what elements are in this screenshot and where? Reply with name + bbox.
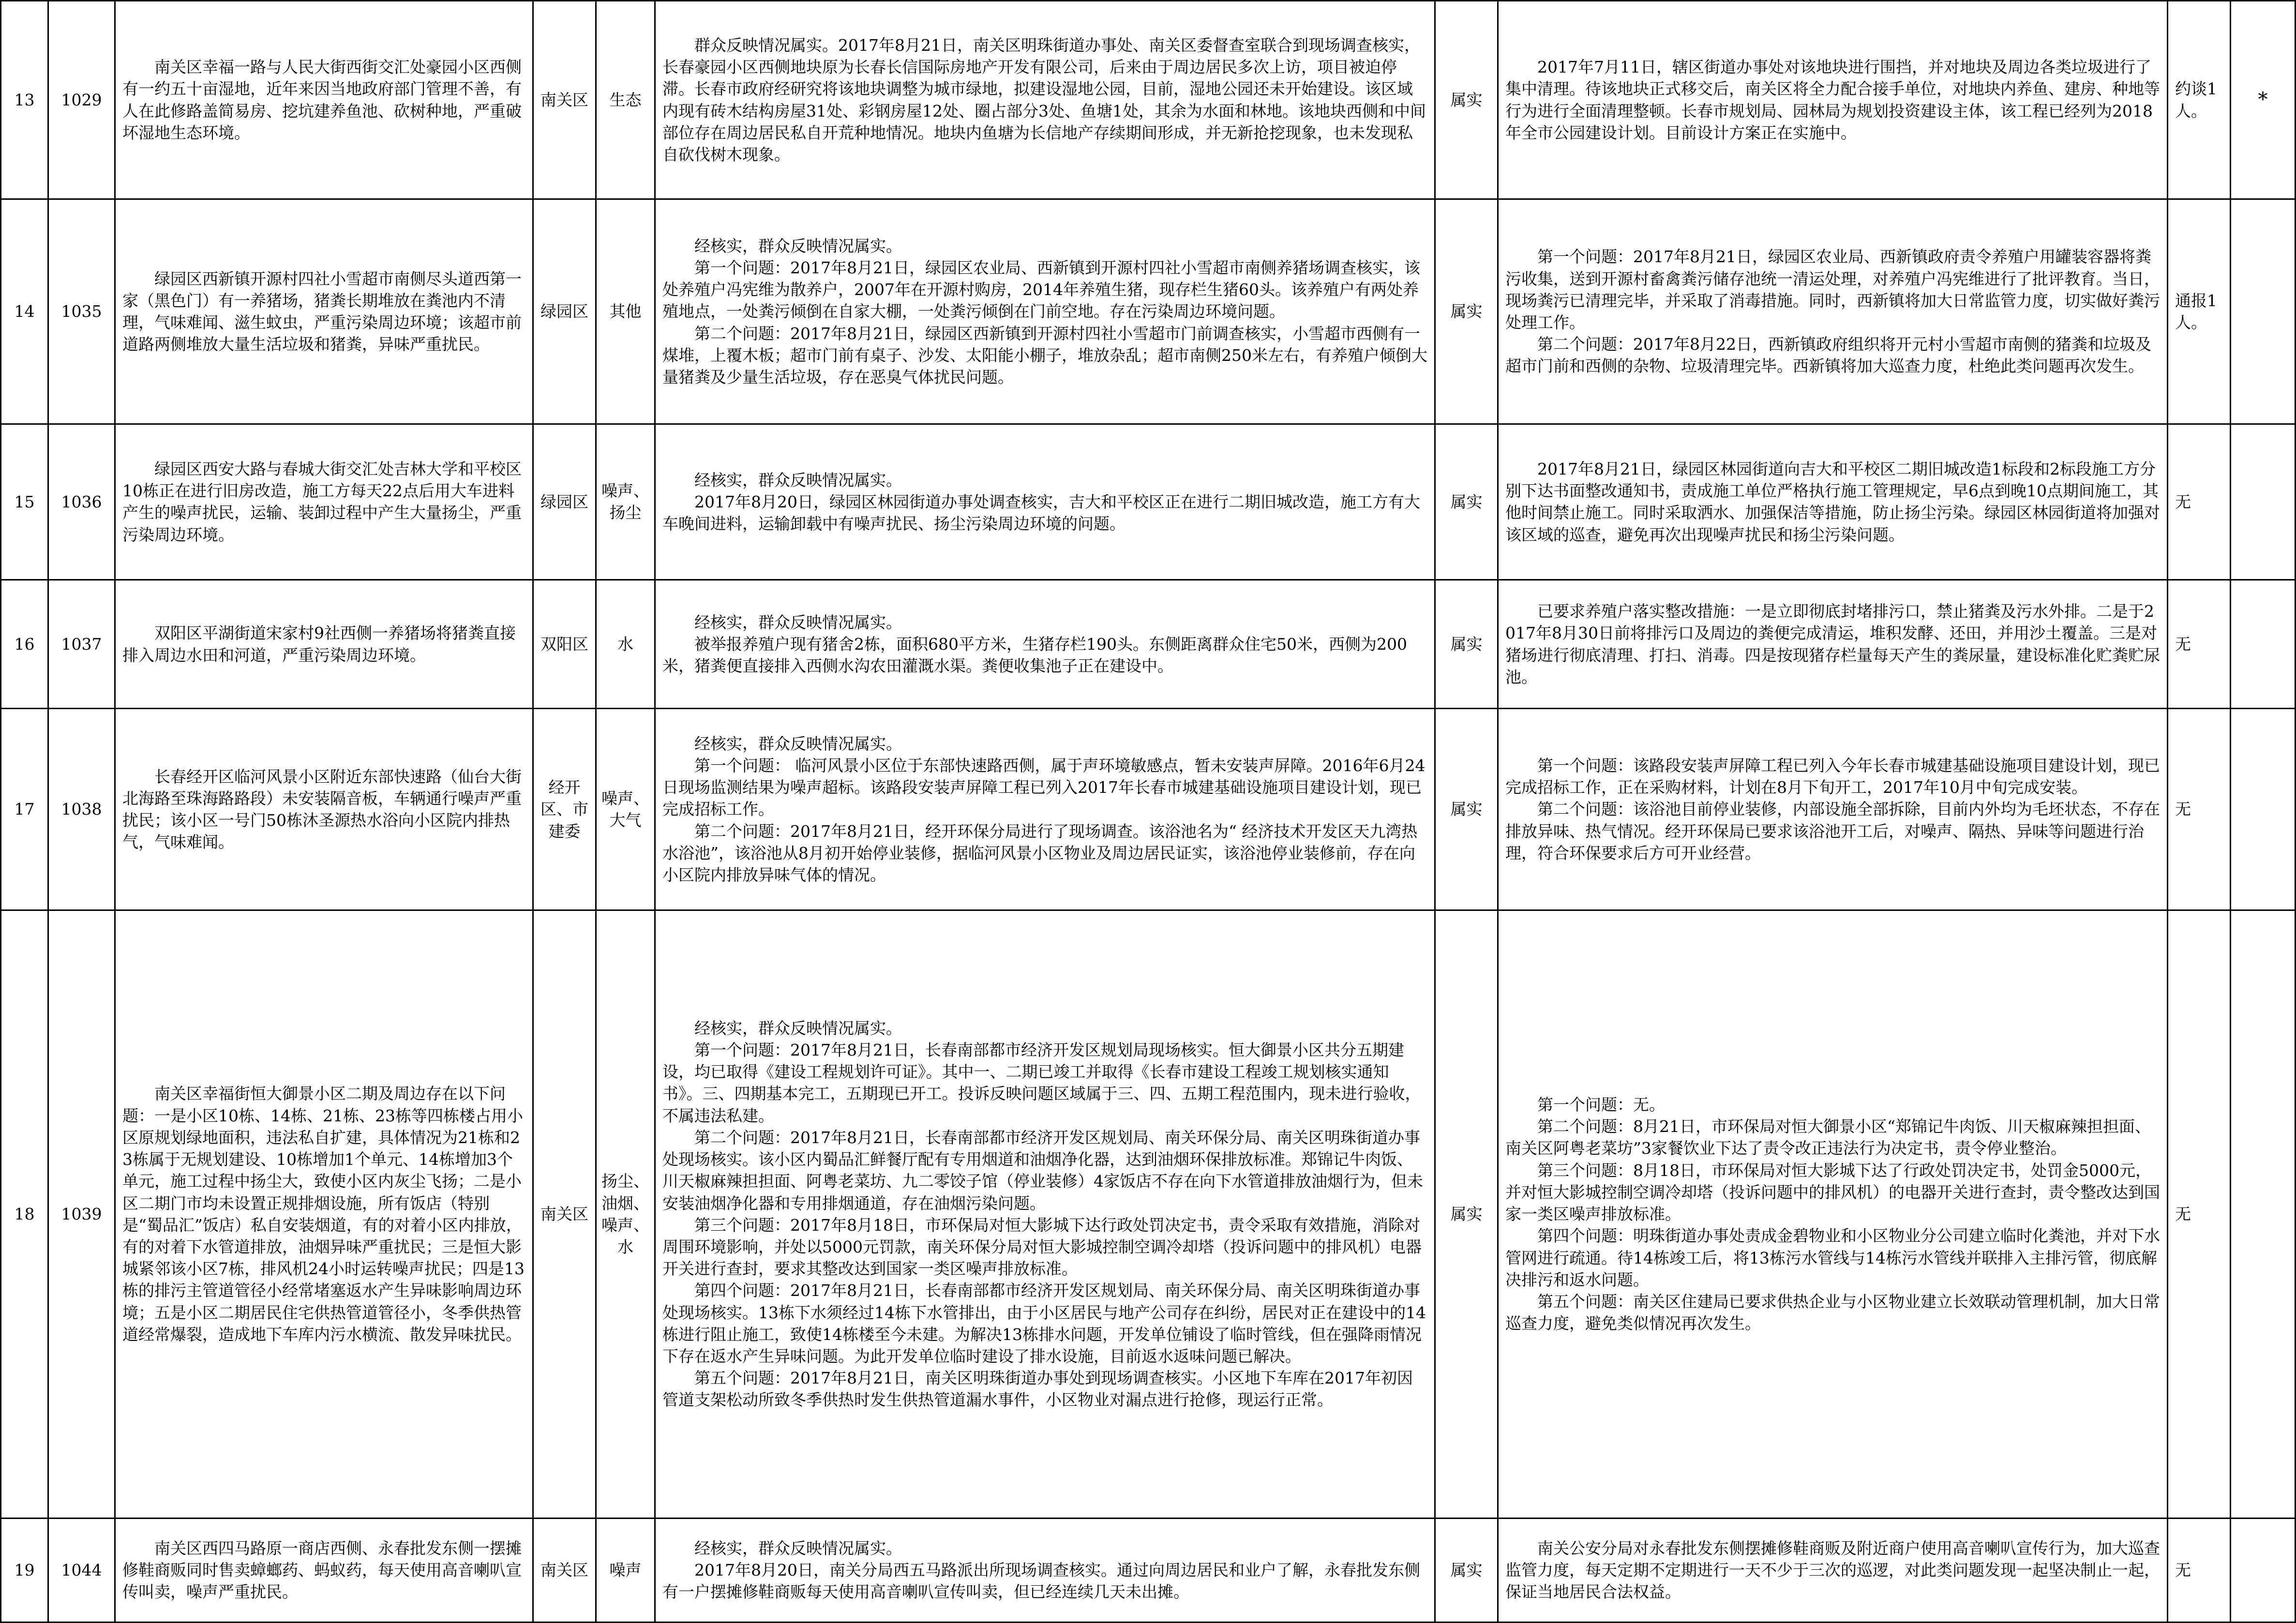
cell-rectification bbox=[1498, 910, 2168, 1518]
paragraph: 第三个问题：8月18日，市环保局对恒大影城下达了行政处罚决定书，处罚金5000元，并对恒大影城控制空调冷却塔（投诉问题中的排风机）的电器开关进行查封，责令整改达到国家一类区噪声排放标准。 bbox=[1505, 1161, 2160, 1224]
cell-mark: * bbox=[2231, 1, 2296, 199]
cell-mark bbox=[2231, 580, 2296, 709]
table-row bbox=[1, 424, 2296, 580]
paragraph: 2017年8月20日，南关分局西五马路派出所现场调查核实。通过向周边居民和业户了解，永春批发东侧有一户摆摊修鞋商贩每天使用高音喇叭宣传叫卖，但已经连续几天未出摊。 bbox=[662, 1561, 1420, 1602]
cell-accountability: 无 bbox=[2168, 709, 2231, 910]
paragraph: 2017年8月21日，绿园区林园街道向吉大和平校区二期旧城改造1标段和2标段施工方分别下达书面整改通知书，责成施工单位严格执行施工管理规定，早6点到晚10点期间施工，其他时间禁止施工。同时采取洒水、加强保洁等措施，防止扬尘污染。绿园区林园街道将加强对该区域的巡查，避免再次出现噪声扰民和扬尘污染问题。 bbox=[1505, 460, 2160, 544]
paragraph: 第一个问题：2017年8月21日，长春南部都市经济开发区规划局现场核实。恒大御景小区共分五期建设，均已取得《建设工程规划许可证》。其中一、二期已竣工并取得《长春市建设工程竣工规划核实通知书》。三、四期基本完工，五期现已开工。投诉反映问题区域属于三、四、五期工程范围内，现未进行验收，不属违法私建。 bbox=[662, 1041, 1421, 1125]
cell-case-no: 1035 bbox=[48, 199, 115, 424]
cell-category: 其他 bbox=[596, 199, 655, 424]
cell-category: 水 bbox=[596, 580, 655, 709]
cell-category: 噪声 bbox=[596, 1518, 655, 1622]
cell-investigation bbox=[655, 199, 1435, 424]
cell-district: 双阳区 bbox=[533, 580, 596, 709]
cell-rectification bbox=[1498, 709, 2168, 910]
paragraph: 绿园区西新镇开源村四社小雪超市南侧尽头道西第一家（黑色门）有一养猪场，猪粪长期堆放在粪池内不清理，气味难闻、滋生蚊虫，严重污染周边环境；该超市前道路两侧堆放大量生活垃圾和猪粪，异味严重扰民。 bbox=[122, 269, 522, 354]
table-row bbox=[1, 199, 2296, 424]
cell-rectification bbox=[1498, 580, 2168, 709]
cell-complaint bbox=[115, 1, 533, 199]
cell-district: 经开区、市建委 bbox=[533, 709, 596, 910]
cell-mark bbox=[2231, 199, 2296, 424]
cell-category: 噪声、大气 bbox=[596, 709, 655, 910]
cell-verdict: 属实 bbox=[1435, 910, 1498, 1518]
table-row bbox=[1, 1518, 2296, 1622]
cell-case-no: 1037 bbox=[48, 580, 115, 709]
paragraph: 第五个问题：南关区住建局已要求供热企业与小区物业建立长效联动管理机制，加大日常巡查力度，避免类似情况再次发生。 bbox=[1505, 1292, 2160, 1333]
paragraph: 经核实，群众反映情况属实。 bbox=[694, 236, 902, 255]
cell-investigation bbox=[655, 910, 1435, 1518]
paragraph: 群众反映情况属实。2017年8月21日，南关区明珠街道办事处、南关区委督查室联合到现场调查核实，长春豪园小区西侧地块原为长春长信国际房地产开发有限公司，后来由于周边居民多次上访，项目被迫停滞。长春市政府经研究将该地块调整为城市绿地，拟建设湿地公园，目前，湿地公园还未开始建设。该区域内现有砖木结构房屋31处、彩钢房屋12处、圈占部分3处、鱼塘1处，其余为水面和林地。该地块西侧和中间部位存在周边居民私自开荒种地情况。地块内鱼塘为长信地产存续期间形成，并无新抢挖现象，也未发现私自砍伐树木现象。 bbox=[662, 36, 1426, 164]
paragraph: 第四个问题：2017年8月21日，长春南部都市经济开发区规划局、南关环保分局、南关区明珠街道办事处现场核实。13栋下水须经过14栋下水管排出，由于小区居民与地产公司存在纠纷，居民对正在建设中的14栋进行阻止施工，致使14栋楼至今未建。为解决13栋排水问题，开发单位铺设了临时管线，但在强降雨情况下存在返水产生异味问题。为此开发单位临时建设了排水设施，目前返水返味问题已解决。 bbox=[662, 1281, 1426, 1366]
paragraph: 第二个问题：该浴池目前停业装修，内部设施全部拆除，目前内外均为毛坯状态，不存在排放异味、热气情况。经开环保局已要求该浴池开工后，对噪声、隔热、异味等问题进行治理，符合环保要求后方可开业经营。 bbox=[1505, 800, 2160, 863]
table-row bbox=[1, 910, 2296, 1518]
paragraph: 第一个问题：无。 bbox=[1537, 1095, 1665, 1115]
paragraph: 第二个问题：8月21日，市环保局对恒大御景小区“郑锦记牛肉饭、川天椒麻辣担担面、南关区阿粤老菜坊”3家餐饮业下达了责令改正违法行为决定书，责令停业整治。 bbox=[1505, 1117, 2151, 1158]
cell-case-no: 1038 bbox=[48, 709, 115, 910]
cell-investigation bbox=[655, 1, 1435, 199]
paragraph: 已要求养殖户落实整改措施：一是立即彻底封堵排污口，禁止猪粪及污水外排。二是于2017年8月30日前将排污口及周边的粪便完成清运，堆积发酵、还田，并用沙土覆盖。三是对猪场进行彻底清理、打扫、消毒。四是按现猪存栏量每天产生的粪尿量，建设标准化贮粪贮尿池。 bbox=[1505, 602, 2160, 686]
paragraph: 第三个问题：2017年8月18日，市环保局对恒大影城下达行政处罚决定书，责令采取有效措施，消除对周围环境影响，并处以5000元罚款，南关环保分局对恒大影城控制空调冷却塔（投诉问题中的排风机）电器开关进行查封，要求其整改达到国家一类区噪声排放标准。 bbox=[662, 1215, 1422, 1279]
cell-seq: 18 bbox=[1, 910, 48, 1518]
paragraph: 被举报养殖户现有猪舍2栋，面积680平方米，生猪存栏190头。东侧距离群众住宅50米，西侧为200米，猪粪便直接排入西侧水沟农田灌溉水渠。粪便收集池子正在建设中。 bbox=[662, 635, 1407, 676]
cell-seq: 13 bbox=[1, 1, 48, 199]
cell-verdict: 属实 bbox=[1435, 199, 1498, 424]
cell-district: 南关区 bbox=[533, 1, 596, 199]
cell-mark bbox=[2231, 709, 2296, 910]
paragraph: 经核实，群众反映情况属实。 bbox=[694, 470, 902, 490]
cell-category: 扬尘、油烟、噪声、水 bbox=[596, 910, 655, 1518]
cell-investigation bbox=[655, 424, 1435, 580]
cell-case-no: 1039 bbox=[48, 910, 115, 1518]
cell-complaint bbox=[115, 580, 533, 709]
cell-case-no: 1029 bbox=[48, 1, 115, 199]
paragraph: 第一个问题：该路段安装声屏障工程已列入今年长春市城建基础设施项目建设计划，现已完成招标工作，正在采购材料，计划在8月下旬开工，2017年10月中旬完成安装。 bbox=[1505, 756, 2160, 797]
paragraph: 经核实，群众反映情况属实。 bbox=[694, 1018, 902, 1038]
cell-category: 噪声、扬尘 bbox=[596, 424, 655, 580]
cell-mark bbox=[2231, 910, 2296, 1518]
cell-case-no: 1044 bbox=[48, 1518, 115, 1622]
cell-investigation bbox=[655, 580, 1435, 709]
cell-investigation bbox=[655, 709, 1435, 910]
cell-seq: 15 bbox=[1, 424, 48, 580]
paragraph: 第一个问题：2017年8月21日，绿园区农业局、西新镇到开源村四社小雪超市南侧养猪场调查核实，该处养殖户冯宪维为散养户，2007年在开源村购房，2014年养殖生猪，现存栏生猪60头。该养殖户有两处养殖地点，一处粪污倾倒在自家大棚，一处粪污倾倒在门前空地。存在污染周边环境问题。 bbox=[662, 258, 1420, 321]
cell-mark bbox=[2231, 1518, 2296, 1622]
paragraph: 南关公安分局对永春批发东侧摆摊修鞋商贩及附近商户使用高音喇叭宣传行为，加大巡查监管力度，每天定期不定期进行一天不少于三次的巡逻，对此类问题发现一起坚决制止一起，保证当地居民合法权益。 bbox=[1505, 1539, 2160, 1602]
cell-accountability: 通报1人。 bbox=[2168, 199, 2231, 424]
paragraph: 双阳区平湖街道宋家村9社西侧一养猪场将猪粪直接排入周边水田和河道，严重污染周边环境。 bbox=[122, 624, 516, 665]
paragraph: 经核实，群众反映情况属实。 bbox=[694, 1539, 902, 1558]
cell-district: 南关区 bbox=[533, 1518, 596, 1622]
cell-rectification bbox=[1498, 1518, 2168, 1622]
paragraph: 绿园区西安大路与春城大街交汇处吉林大学和平校区10栋正在进行旧房改造，施工方每天22点后用大车进料产生的噪声扰民，运输、装卸过程中产生大量扬尘，严重污染周边环境。 bbox=[122, 460, 522, 544]
paragraph: 2017年8月20日，绿园区林园街道办事处调查核实，吉大和平校区正在进行二期旧城改造，施工方有大车晚间进料，运输卸载中有噪声扰民、扬尘污染周边环境的问题。 bbox=[662, 492, 1420, 533]
cell-seq: 19 bbox=[1, 1518, 48, 1622]
cell-district: 绿园区 bbox=[533, 199, 596, 424]
cell-complaint bbox=[115, 709, 533, 910]
cell-seq: 17 bbox=[1, 709, 48, 910]
cell-accountability: 无 bbox=[2168, 910, 2231, 1518]
cell-verdict: 属实 bbox=[1435, 709, 1498, 910]
cell-verdict: 属实 bbox=[1435, 580, 1498, 709]
cell-accountability: 无 bbox=[2168, 424, 2231, 580]
table-row bbox=[1, 580, 2296, 709]
cell-seq: 16 bbox=[1, 580, 48, 709]
paragraph: 南关区幸福街恒大御景小区二期及周边存在以下问题：一是小区10栋、14栋、21栋、23栋等四栋楼占用小区原规划绿地面积，违法私自扩建，具体情况为21栋和23栋属于无规划建设、10栋增加1个单元、14栋增加3个单元，施工过程中扬尘大，致使小区内灰尘飞扬；二是小区二期门市均未设置正规排烟设施，所有饭店（特别是“蜀品汇”饭店）私自安装烟道，有的对着小区内排放，有的对着下水管道排放，油烟异味严重扰民；三是恒大影城紧邻该小区7栋，排风机24小时运转噪声扰民；四是13栋的排污主管道管径小经常堵塞返水产生异味影响周边环境；五是小区二期居民住宅供热管道管径小，冬季供热管道经常爆裂，造成地下车库内污水横流、散发异味扰民。 bbox=[122, 1084, 525, 1344]
cell-mark bbox=[2231, 424, 2296, 580]
paragraph: 2017年7月11日，辖区街道办事处对该地块进行围挡，并对地块及周边各类垃圾进行了集中清理。待该地块正式移交后，南关区将全力配合接手单位，对地块内养鱼、建房、种地等行为进行全面清理整顿。长春市规划局、园林局为规划投资建设主体，该工程已经列为2018年全市公园建设计划。目前设计方案正在实施中。 bbox=[1505, 58, 2160, 142]
cell-verdict: 属实 bbox=[1435, 1, 1498, 199]
paragraph: 经核实，群众反映情况属实。 bbox=[694, 734, 902, 753]
cell-rectification bbox=[1498, 1, 2168, 199]
cell-district: 南关区 bbox=[533, 910, 596, 1518]
paragraph: 第二个问题：2017年8月21日，绿园区西新镇到开源村四社小雪超市门前调查核实，小雪超市西侧有一煤堆，上覆木板；超市门前有桌子、沙发、太阳能小棚子，堆放杂乱；超市南侧250米左右，有养殖户倾倒大量猪粪及少量生活垃圾，存在恶臭气体扰民问题。 bbox=[662, 324, 1427, 387]
cell-accountability: 无 bbox=[2168, 580, 2231, 709]
cell-district: 绿园区 bbox=[533, 424, 596, 580]
paragraph: 第一个问题： 临河风景小区位于东部快速路西侧，属于声环境敏感点，暂未安装声屏障。2016年6月24日现场监测结果为噪声超标。该路段安装声屏障工程已列入2017年长春市城建基础设施项目建设计划，现已完成招标工作。 bbox=[662, 756, 1426, 819]
paragraph: 第一个问题：2017年8月21日，绿园区农业局、西新镇政府责令养殖户用罐装容器将粪污收集，送到开源村畜禽粪污储存池统一清运处理，对养殖户冯宪维进行了批评教育。当日，现场粪污已清理完毕，并采取了消毒措施。同时，西新镇将加大日常监管力度，切实做好粪污处理工作。 bbox=[1505, 247, 2160, 332]
cell-verdict: 属实 bbox=[1435, 424, 1498, 580]
table-row bbox=[1, 709, 2296, 910]
cell-verdict: 属实 bbox=[1435, 1518, 1498, 1622]
paragraph: 南关区西四马路原一商店西侧、永春批发东侧一摆摊修鞋商贩同时售卖蟑螂药、蚂蚁药，每天使用高音喇叭宣传叫卖，噪声严重扰民。 bbox=[122, 1539, 522, 1602]
cell-accountability: 无 bbox=[2168, 1518, 2231, 1622]
cell-accountability: 约谈1人。 bbox=[2168, 1, 2231, 199]
table-row bbox=[1, 1, 2296, 199]
cell-rectification bbox=[1498, 199, 2168, 424]
paragraph: 长春经开区临河风景小区附近东部快速路（仙台大街北海路至珠海路路段）未安装隔音板，车辆通行噪声严重扰民；该小区一号门50栋沐圣源热水浴向小区院内排热气，气味难闻。 bbox=[122, 767, 522, 852]
cell-investigation bbox=[655, 1518, 1435, 1622]
cell-rectification bbox=[1498, 424, 2168, 580]
paragraph: 第二个问题：2017年8月21日，长春南部都市经济开发区规划局、南关环保分局、南关区明珠街道办事处现场核实。该小区内蜀品汇鲜餐厅配有专用烟道和油烟净化器，达到油烟环保排放标准。郑锦记牛肉饭、川天椒麻辣担担面、阿粤老菜坊、九二零饺子馆（停业装修）4家饭店不存在向下水管道排放油烟行为，但未安装油烟净化器和专用排烟通道，存在油烟污染问题。 bbox=[662, 1128, 1423, 1213]
cell-complaint bbox=[115, 199, 533, 424]
table-body bbox=[1, 1, 2296, 1623]
cell-case-no: 1036 bbox=[48, 424, 115, 580]
paragraph: 南关区幸福一路与人民大街西街交汇处豪园小区西侧有一约五十亩湿地，近年来因当地政府部门管理不善，有人在此修路盖简易房、挖坑建养鱼池、砍树种地，严重破坏湿地生态环境。 bbox=[122, 58, 522, 142]
cell-category: 生态 bbox=[596, 1, 655, 199]
cell-complaint bbox=[115, 910, 533, 1518]
paragraph: 第二个问题：2017年8月21日，经开环保分局进行了现场调查。该浴池名为“ 经济技术开发区天九湾热水浴池”，该浴池从8月初开始停业装修，据临河风景小区物业及周边居民证实，该浴池停业装修前，存在向小区院内排放异味气体的情况。 bbox=[662, 821, 1418, 884]
paragraph: 第二个问题：2017年8月22日，西新镇政府组织将开元村小雪超市南侧的猪粪和垃圾及超市门前和西侧的杂物、垃圾清理完毕。西新镇将加大巡查力度，杜绝此类问题再次发生。 bbox=[1505, 335, 2151, 376]
paragraph: 第五个问题：2017年8月21日，南关区明珠街道办事处到现场调查核实。小区地下车库在2017年初因管道支架松动所致冬季供热时发生供热管道漏水事件，小区物业对漏点进行抢修，现运行正常。 bbox=[662, 1369, 1413, 1410]
paragraph: 第四个问题：明珠街道办事处责成金碧物业和小区物业分公司建立临时化粪池，并对下水管网进行疏通。待14栋竣工后，将13栋污水管线与14栋污水管线并联排入主排污管，彻底解决排污和返水问题。 bbox=[1505, 1226, 2160, 1289]
cell-complaint bbox=[115, 1518, 533, 1622]
paragraph: 经核实，群众反映情况属实。 bbox=[694, 612, 902, 632]
cell-complaint bbox=[115, 424, 533, 580]
cell-seq: 14 bbox=[1, 199, 48, 424]
